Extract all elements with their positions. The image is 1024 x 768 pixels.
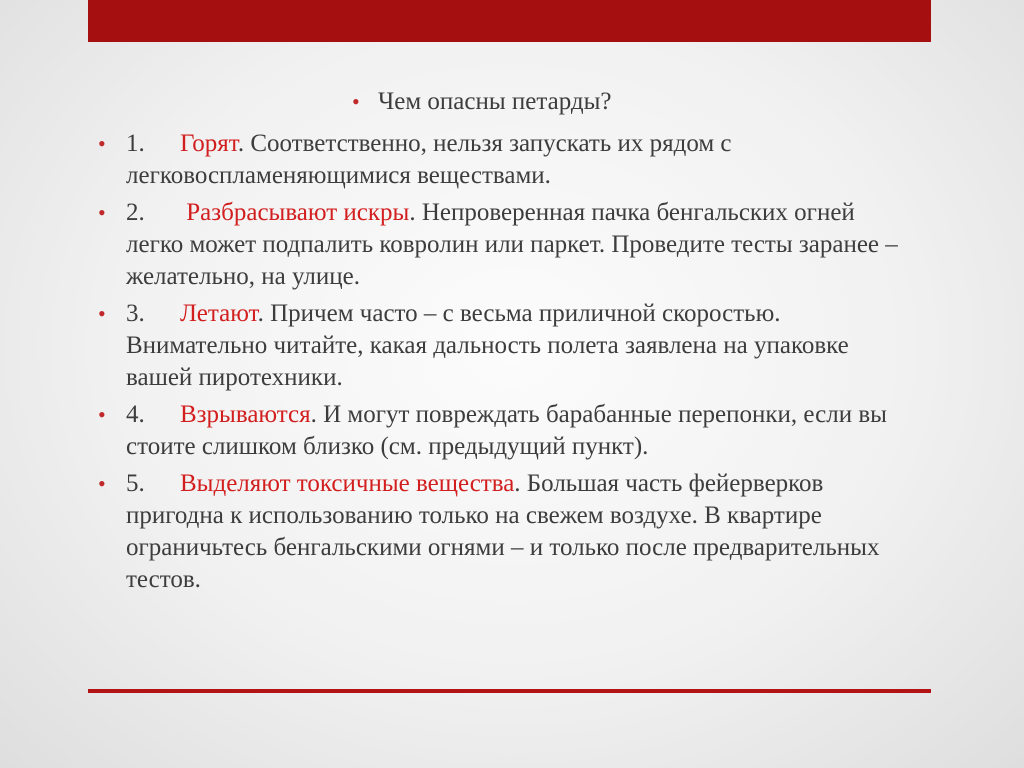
item-text: . Непроверенная пачка бенгальских огней легко может подпалить ковролин или паркет. Проведите тесты заранее – желательно, на улице.: [126, 199, 898, 290]
list-item-5: [96, 468, 916, 596]
list-item-4: [96, 399, 916, 463]
item-text: . Причем часто – с весьма приличной скоростью. Внимательно читайте, какая дальность полета заявлена на упаковке вашей пиротехники.: [126, 300, 849, 391]
top-accent-bar: [88, 0, 931, 42]
item-number: 3.: [126, 300, 145, 327]
bullet-icon: •: [98, 200, 106, 225]
item-highlight: Взрываются: [180, 401, 311, 428]
item-highlight: Разбрасывают искры: [180, 199, 410, 226]
bullet-icon: •: [352, 89, 360, 114]
list-item-2: [96, 197, 916, 293]
bullet-icon: •: [98, 402, 106, 427]
item-number: 4.: [126, 401, 145, 428]
bullet-icon: •: [98, 301, 106, 326]
item-text: . И могут повреждать барабанные перепонки, если вы стоите слишком близко (см. предыдущий пункт).: [126, 401, 887, 460]
item-text: . Большая часть фейерверков пригодна к использованию только на свежем воздухе. В квартире ограничьтесь бенгальскими огнями – и только после предварительных тестов.: [126, 470, 880, 593]
item-highlight: Летают: [180, 300, 258, 327]
item-number: 5.: [126, 470, 145, 497]
question-text: Чем опасны петарды?: [378, 88, 612, 115]
item-number: 1.: [126, 130, 145, 157]
list-item-3: [96, 298, 916, 394]
slide-content: [96, 86, 916, 601]
item-highlight: Горят: [180, 130, 238, 157]
bullet-icon: •: [98, 471, 106, 496]
item-number: 2.: [126, 199, 145, 226]
bottom-divider: [88, 689, 931, 693]
list-item-1: [96, 128, 916, 192]
item-text: . Соответственно, нельзя запускать их рядом с легковоспламеняющимися веществами.: [126, 130, 732, 189]
slide-question: [96, 86, 916, 118]
bullet-icon: •: [98, 131, 106, 156]
item-highlight: Выделяют токсичные вещества: [180, 470, 515, 497]
